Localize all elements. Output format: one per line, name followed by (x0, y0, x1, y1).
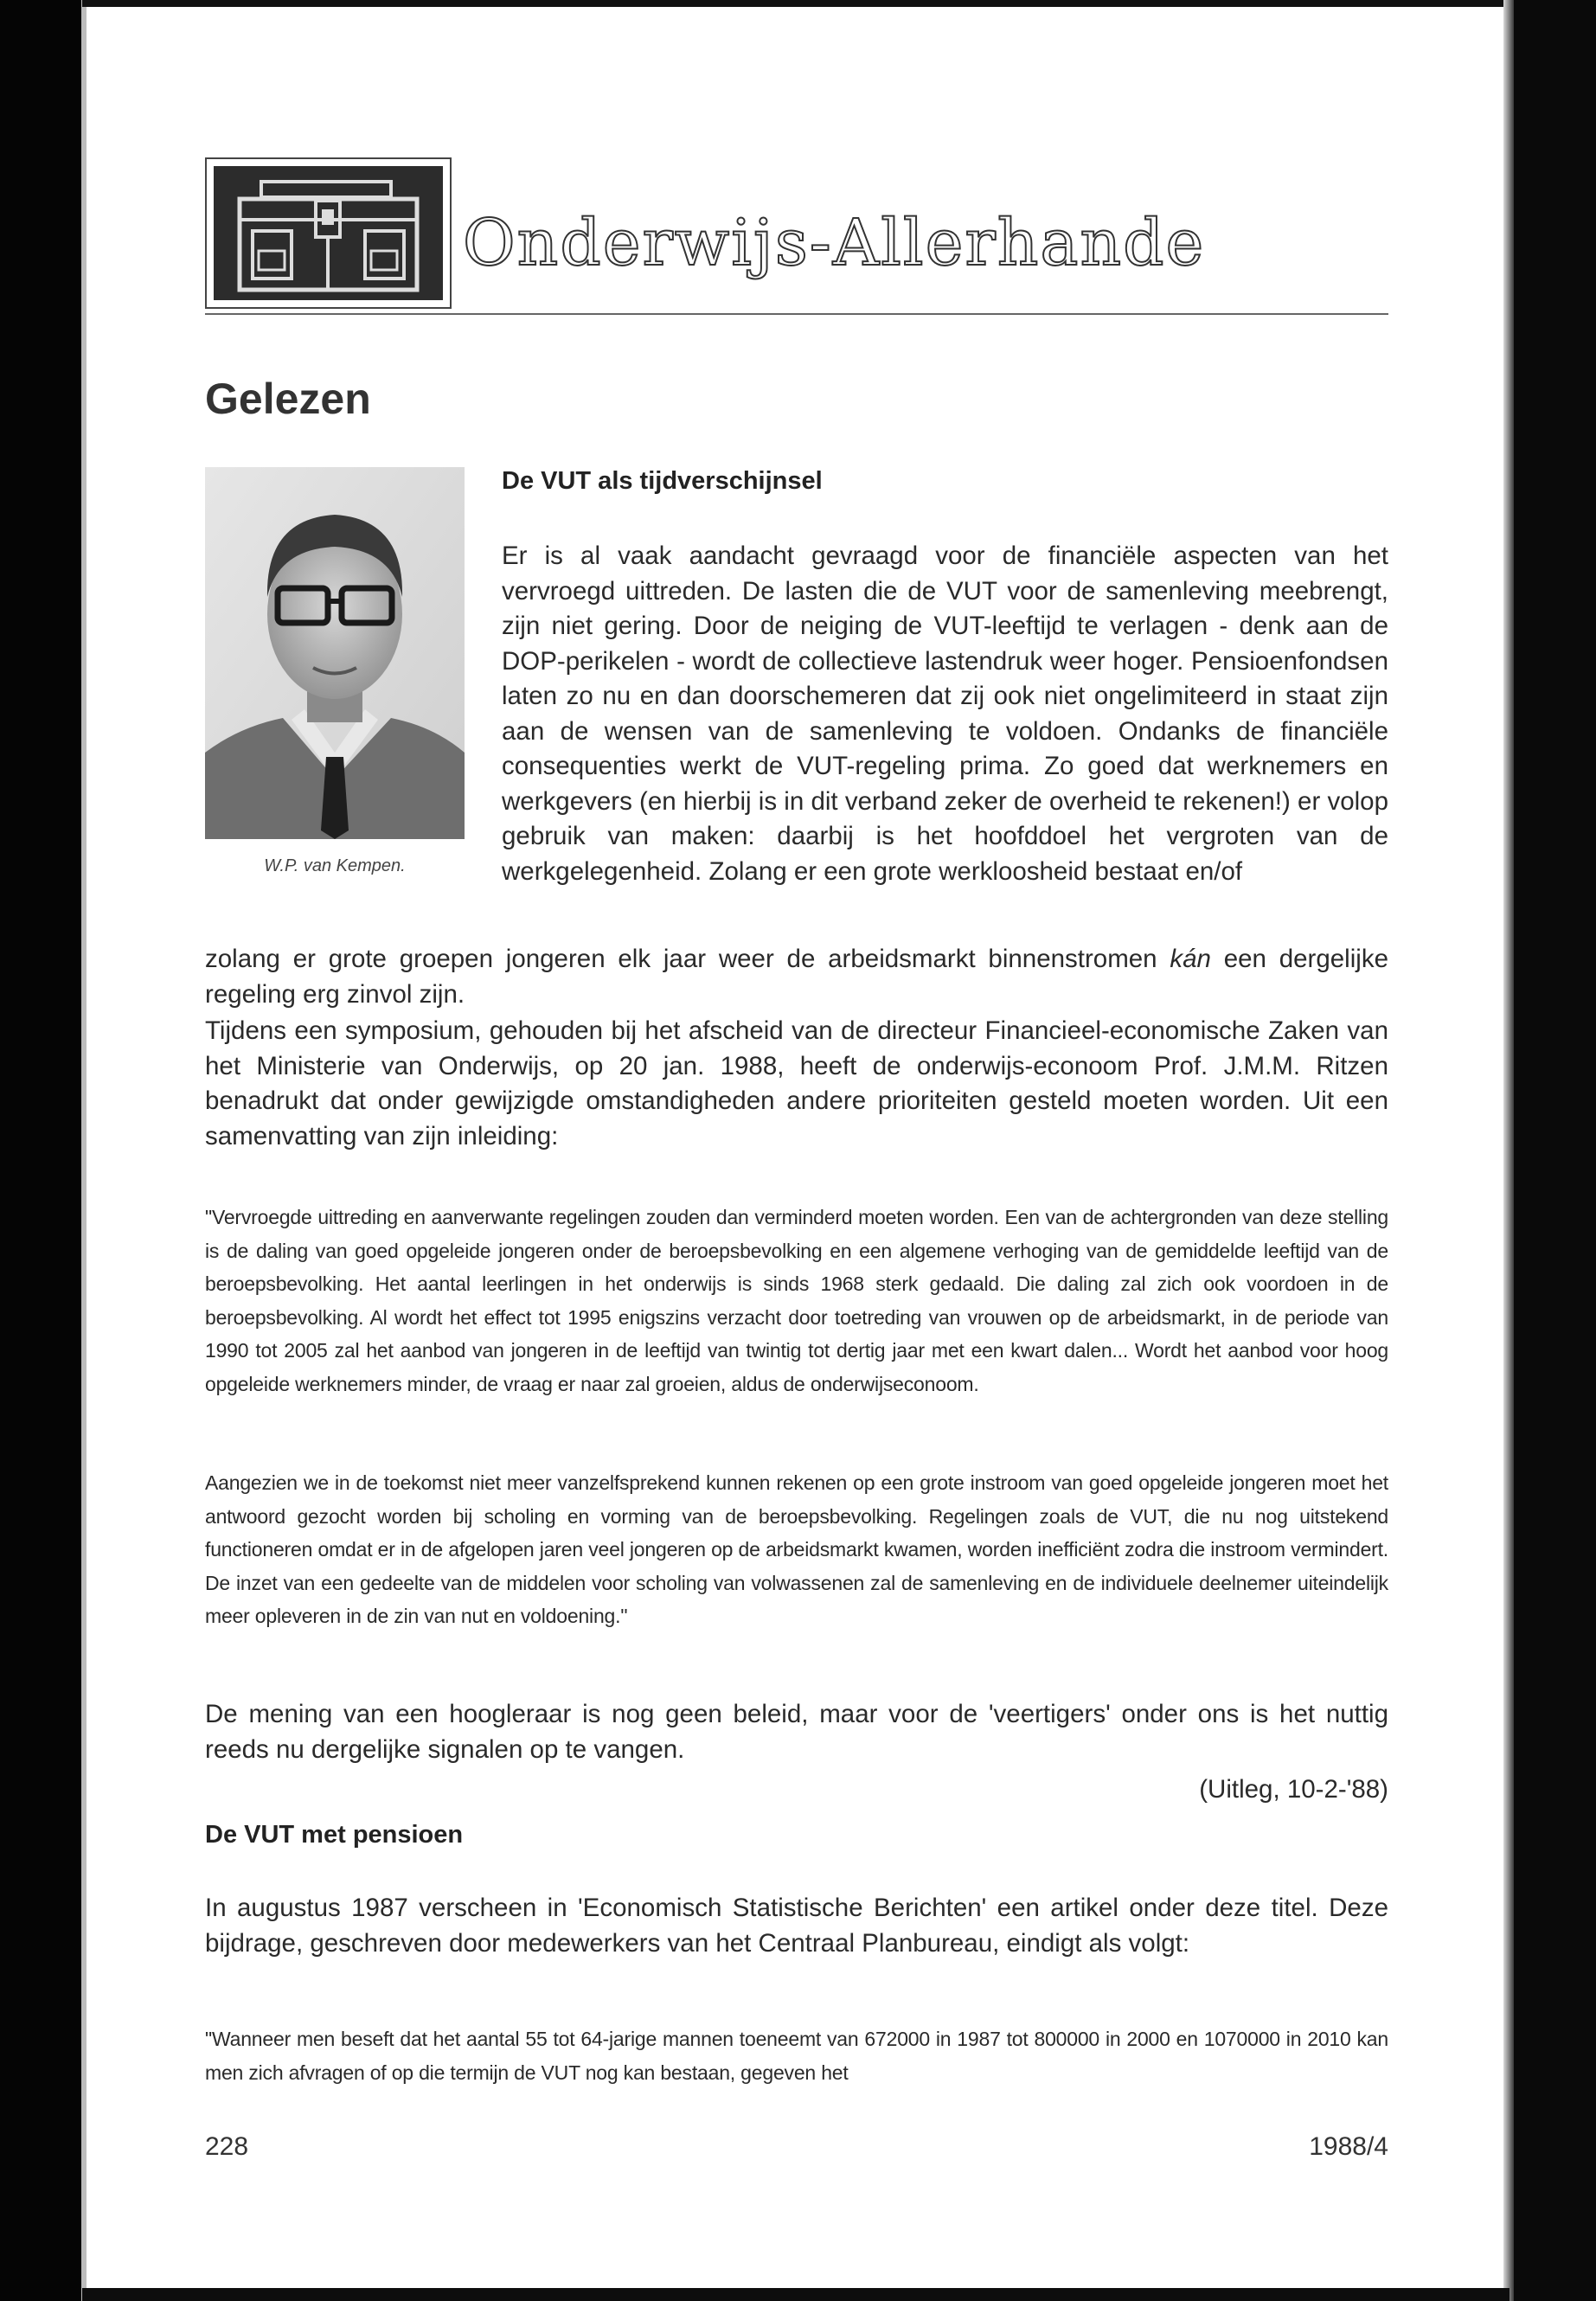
emphasis-text: kán (1170, 945, 1211, 973)
block-quote: "Vervroegde uittreding en aanverwante regelingen zouden dan verminderd moeten worden. Een van de achtergronden van deze stelling is de daling van goed opgeleide jongeren onder de beroepsbevolking en een algemene verhoging van de gemiddelde leeftijd van de beroepsbevolking. Het aantal leerlingen in het onderwijs is sinds 1968 sterk gedaald. Die daling zal zich ook voordoen in de beroepsbevolking. Al wordt het effect tot 1995 enigszins verzacht door toetreding van vrouwen op de arbeidsmarkt, in de periode van 1990 tot 2005 zal het aanbod van jongeren in de leeftijd van twintig tot dertig jaar met een kwart dalen... Wordt het aanbod voor hoog opgeleide werknemers minder, de vraag er naar zal groeien, aldus de onderwijseconoom. (205, 1206, 1388, 1395)
block-quote: "Wanneer men beseft dat het aantal 55 tot 64-jarige mannen toeneemt van 672000 in 1987 tot 800000 in 2000 en 1070000 in 2010 kan men zich afvragen of op die termijn de VUT nog kan bestaan, gegeven het (205, 2028, 1388, 2084)
paragraph-text: een dergelijke regeling erg zinvol zijn. (205, 945, 1388, 1009)
scan-edge-top (82, 0, 1509, 7)
issue-number: 1988/4 (1309, 2132, 1388, 2161)
article-paragraph: De mening van een hoogleraar is nog geen beleid, maar voor de 'veertigers' onder ons is het nuttig reeds nu dergelijke signalen op te vangen. (205, 1700, 1388, 1764)
article-title: De VUT als tijdverschijnsel (502, 467, 823, 495)
article-source: (Uitleg, 10-2-'88) (1199, 1775, 1388, 1804)
photo-caption: W.P. van Kempen. (264, 856, 406, 875)
article-paragraph (205, 942, 1388, 1012)
header-divider (205, 313, 1388, 315)
article-paragraph: Er is al vaak aandacht gevraagd voor de financiële aspecten van het vervroegd uittreden. De lasten die de VUT voor de samenleving meebrengt, zijn niet gering. Door de neiging de VUT-leeftijd te verlagen - denk aan de DOP-perikelen - wordt de collectieve lastendruk weer hoger. Pensioenfondsen laten zo nu en dan doorschemeren dat zij ook niet ongelimiteerd in staat zijn aan de wensen van de samenleving te voldoen. Ondanks de financiële consequenties werkt de VUT-regeling prima. Zo goed dat werknemers en werkgevers (en hierbij is in dit verband zeker de overheid te rekenen!) er volop gebruik van maken: daarbij is het hoofddoel het vergroten van de werkgelegenheid. Zolang er een grote werkloosheid bestaat en/of (502, 542, 1388, 886)
briefcase-icon (205, 157, 452, 309)
article-paragraph: Tijdens een symposium, gehouden bij het afscheid van de directeur Financieel-economische Zaken van het Ministerie van Onderwijs, op 20 jan. 1988, heeft de onderwijs-econoom Prof. J.M.M. Ritzen benadrukt dat onder gewijzigde omstandigheden andere prioriteiten gesteld moeten worden. Uit een samenvatting van zijn inleiding: (205, 1016, 1388, 1150)
scan-edge-bottom (82, 2288, 1509, 2301)
header-title: Onderwijs-Allerhande (463, 206, 1206, 280)
article-paragraph: In augustus 1987 verscheen in 'Economisch Statistische Berichten' een artikel onder deze titel. Deze bijdrage, geschreven door medewerkers van het Centraal Planbureau, eindigt als volgt: (205, 1894, 1388, 1958)
paragraph-text: zolang er grote groepen jongeren elk jaar weer de arbeidsmarkt binnenstromen (205, 945, 1170, 973)
portrait-photo (205, 467, 465, 839)
page-number: 228 (205, 2132, 249, 2161)
scan-edge-left (0, 0, 87, 2301)
section-heading: Gelezen (205, 375, 371, 423)
scan-edge-right (1503, 0, 1596, 2301)
article-title: De VUT met pensioen (205, 1821, 464, 1849)
block-quote: Aangezien we in de toekomst niet meer vanzelfsprekend kunnen rekenen op een grote instroom van goed opgeleide jongeren moet het antwoord gezocht worden bij scholing en vorming van de beroepsbevolking. Regelingen zoals de VUT, die nu nog uitstekend functioneren omdat er in de afgelopen jaren veel jongeren op de arbeidsmarkt kwamen, worden inefficiënt zodra die instroom vermindert. De inzet van een gedeelte van de middelen voor scholing van volwassenen zal de samenleving en de individuele deelnemer uiteindelijk meer opleveren in de zin van nut en voldoening." (205, 1471, 1388, 1627)
